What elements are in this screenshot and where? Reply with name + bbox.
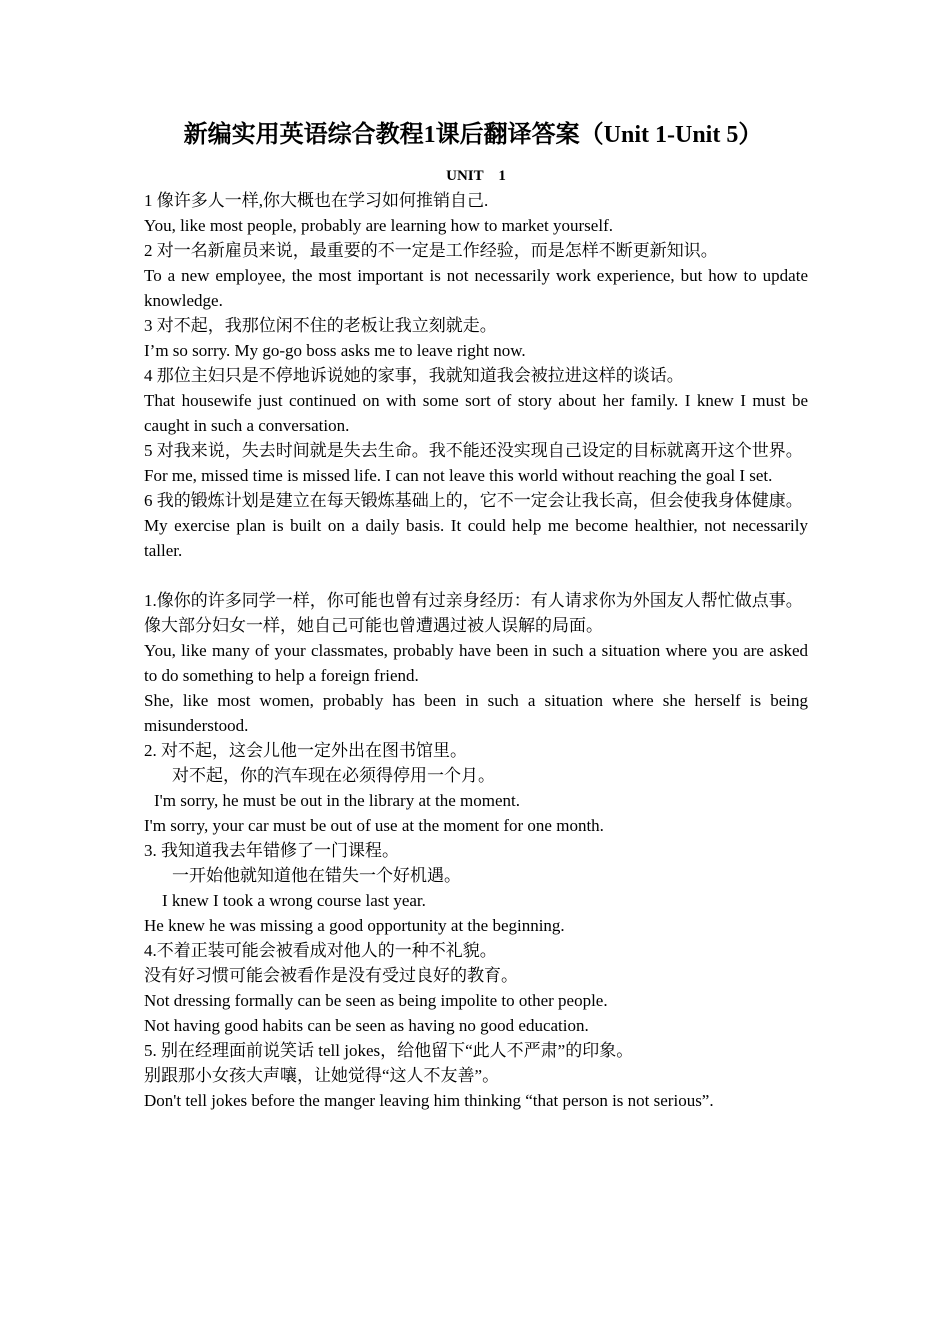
text-line: 3 对不起，我那位闲不住的老板让我立刻就走。 <box>144 316 497 335</box>
text-line: You, like most people, probably are learning how to market yourself. <box>144 216 613 235</box>
text-line: My exercise plan is built on a daily basis. It could help me become healthier, not necessarily taller. <box>144 516 808 560</box>
text-line: For me, missed time is missed life. I can not leave this world without reaching the goal I set. <box>144 466 773 485</box>
text-line: Don't tell jokes before the manger leaving him thinking “that person is not serious”. <box>144 1091 714 1110</box>
text-line: She, like most women, probably has been in such a situation where she herself is being misunderstood. <box>144 691 808 735</box>
text-line: 3. 我知道我去年错修了一门课程。 <box>144 841 399 860</box>
text-line: 对不起，你的汽车现在必须得停用一个月。 <box>172 766 495 785</box>
unit-heading: UNIT 1 <box>446 168 506 184</box>
text-body <box>144 188 808 1113</box>
text-line: I'm sorry, he must be out in the library at the moment. <box>154 791 520 810</box>
text-line: 1 像许多人一样,你大概也在学习如何推销自己. <box>144 191 489 210</box>
title-number: 1 <box>423 122 436 148</box>
text-line: Not having good habits can be seen as having no good education. <box>144 1016 589 1035</box>
title-units: Unit 1-Unit 5 <box>603 122 739 148</box>
title-mid: 课后翻译答案（ <box>435 122 604 148</box>
text-line: 别跟那小女孩大声嚷，让她觉得“这人不友善”。 <box>144 1066 500 1085</box>
text-line: 5. 别在经理面前说笑话 tell jokes，给他留下“此人不严肃”的印象。 <box>144 1041 634 1060</box>
text-line: 5 对我来说，失去时间就是失去生命。我不能还没实现自己设定的目标就离开这个世界。 <box>144 441 803 460</box>
text-line: He knew he was missing a good opportunity at the beginning. <box>144 916 565 935</box>
text-line: 4 那位主妇只是不停地诉说她的家事，我就知道我会被拉进这样的谈话。 <box>144 366 684 385</box>
text-line: 没有好习惯可能会被看作是没有受过良好的教育。 <box>144 966 518 985</box>
text-line: Not dressing formally can be seen as being impolite to other people. <box>144 991 608 1010</box>
text-line: That housewife just continued on with some sort of story about her family. I knew I must be caught in such a conversation. <box>144 391 808 435</box>
text-line: I'm sorry, your car must be out of use at the moment for one month. <box>144 816 604 835</box>
title-end: ） <box>738 122 763 148</box>
text-line: 2. 对不起，这会儿他一定外出在图书馆里。 <box>144 741 467 760</box>
text-line: 像大部分妇女一样，她自己可能也曾遭遇过被人误解的局面。 <box>144 616 603 635</box>
document-title <box>138 118 808 152</box>
text-line: I knew I took a wrong course last year. <box>162 891 426 910</box>
document-page <box>144 118 808 1113</box>
text-line: 一开始他就知道他在错失一个好机遇。 <box>172 866 461 885</box>
text-line: 2 对一名新雇员来说，最重要的不一定是工作经验，而是怎样不断更新知识。 <box>144 241 718 260</box>
text-line: 1.像你的许多同学一样，你可能也曾有过亲身经历：有人请求你为外国友人帮忙做点事。 <box>144 591 803 610</box>
text-line: 4.不着正装可能会被看成对他人的一种不礼貌。 <box>144 941 497 960</box>
text-line: You, like many of your classmates, probably have been in such a situation where you are asked to do something to help a foreign friend. <box>144 641 808 685</box>
text-line: To a new employee, the most important is not necessarily work experience, but how to update knowledge. <box>144 266 808 310</box>
blank-line <box>144 563 808 588</box>
title-cn: 新编实用英语综合教程 <box>183 122 424 148</box>
text-line: 6 我的锻炼计划是建立在每天锻炼基础上的，它不一定会让我长高，但会使我身体健康。 <box>144 491 803 510</box>
text-line: I’m so sorry. My go-go boss asks me to leave right now. <box>144 341 526 360</box>
